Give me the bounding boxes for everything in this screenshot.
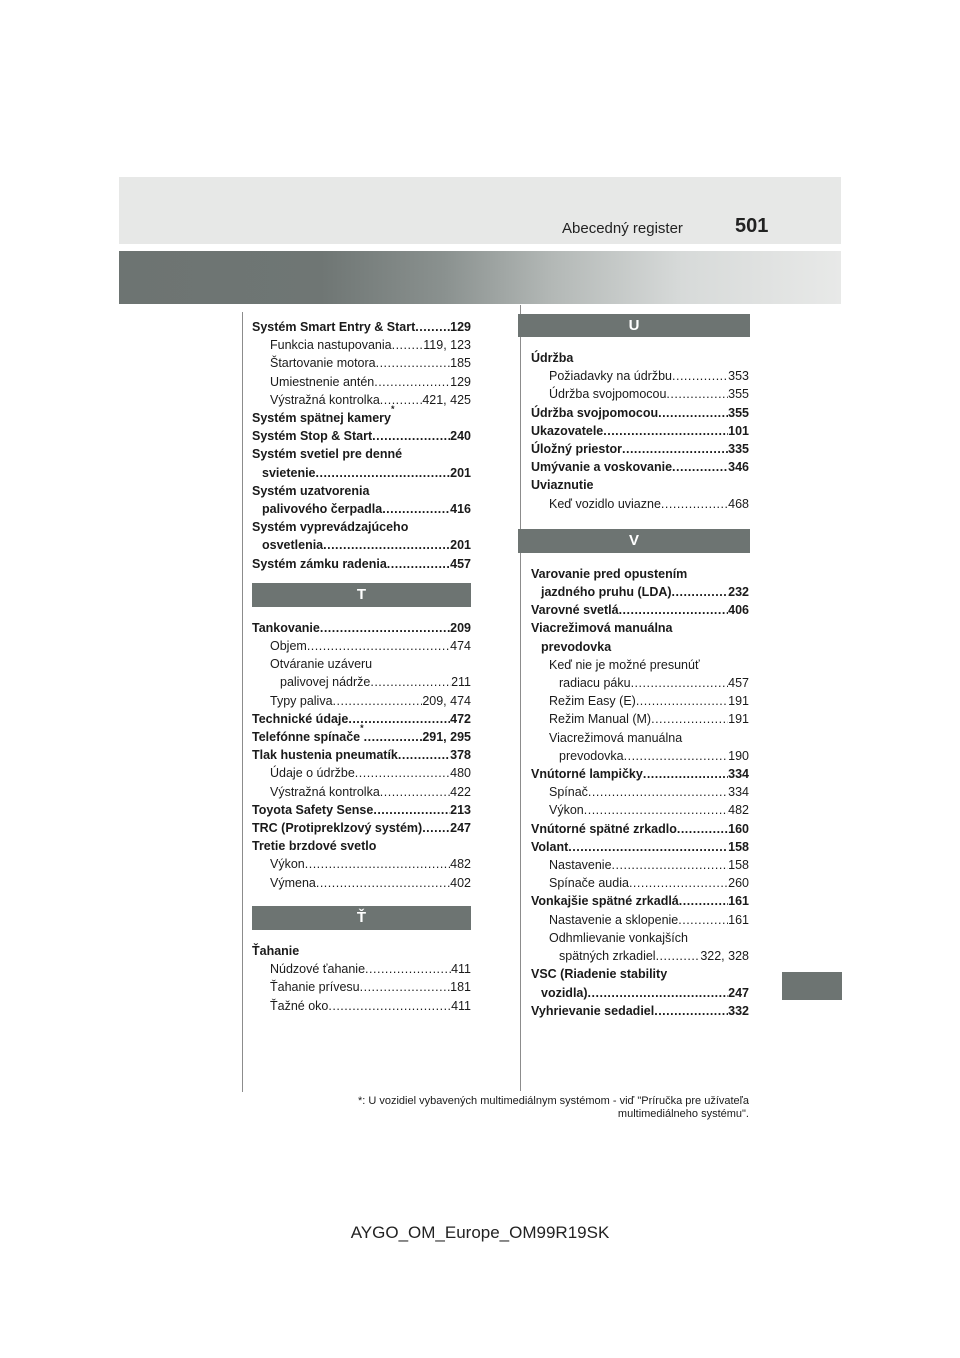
index-entry-label: Viacrežimová manuálna [549,730,683,745]
chapter-side-tab [782,972,842,1000]
index-entry [252,692,471,710]
index-entry [531,747,749,765]
index-entry-page: 185 [450,356,471,371]
section-header-u: U [518,314,750,337]
index-entry-page: 411 [451,998,471,1013]
index-entry-label: Štartovanie motora [270,356,376,371]
index-entry-label: Varovanie pred opustením [531,566,688,581]
index-entry [531,349,749,367]
index-entry-label: Výstražná kontrolka [270,784,380,799]
index-entry-label: Toyota Safety Sense [252,802,374,817]
footnote-asterisk: * [360,723,364,734]
index-entry-label: osvetlenia [262,538,324,553]
index-entry [252,318,471,336]
leader-dots [612,856,729,874]
index-entry [252,518,471,536]
index-entry-label: Systém Stop & Start [252,429,373,444]
leader-dots [398,746,450,764]
index-entry-page: 191 [728,712,749,727]
index-entry [531,692,749,710]
index-column-left [252,318,471,1015]
entry-list-s [252,318,471,573]
index-entry [531,820,749,838]
index-entry [252,960,471,978]
index-entry-label: Systém vyprevádzajúceho [252,520,409,535]
index-entry-page: 291, 295 [422,730,471,745]
index-entry-page: 402 [450,875,471,890]
index-entry-label: Úložný priestor [531,442,622,457]
index-entry-label: Systém zámku radenia [252,556,387,571]
index-entry-page: 119, 123 [423,338,471,353]
index-entry-page: 335 [728,442,749,457]
leader-dots [355,764,450,782]
index-entry-label: vozidla) [541,985,588,1000]
document-code: AYGO_OM_Europe_OM99R19SK [350,1223,610,1242]
index-entry-page: 161 [728,894,749,909]
leader-dots [380,391,423,409]
index-entry-page: 129 [450,320,471,334]
index-entry-label: Údaje o údržbe [270,766,355,781]
index-entry-label: Spínač [549,785,588,800]
index-entry-page: 457 [728,676,749,691]
index-entry [531,385,749,403]
index-entry-page: 353 [728,369,749,384]
leader-dots [320,619,450,637]
index-entry-page: 334 [728,785,749,800]
index-entry-page: 161 [728,912,749,927]
section-header-t-caron: Ť [252,906,471,930]
leader-dots [622,440,728,458]
index-entry-label: Uviaznutie [531,478,594,493]
index-entry [252,855,471,873]
index-entry [531,458,749,476]
index-entry-label: Keď vozidlo uviazne [549,496,661,511]
index-entry [531,984,749,1002]
leader-dots [603,422,728,440]
index-entry-page: 201 [450,465,471,480]
index-entry-label: Umiestnenie antén [270,374,375,389]
index-column-right [531,314,749,1020]
index-entry-label: Núdzové ťahanie [270,962,366,977]
index-entry-page: 421, 425 [422,392,471,407]
index-entry [252,942,471,960]
index-entry-page: 480 [450,766,471,781]
index-entry-label: Vnútorné spätné zrkadlo [531,821,677,836]
index-entry-label: Tankovanie [252,620,320,635]
leader-dots [365,960,451,978]
index-entry-page: 101 [728,423,749,438]
index-entry-label: Systém svetiel pre denné [252,447,403,462]
index-entry [531,801,749,819]
index-entry [531,422,749,440]
index-entry [252,555,471,573]
footnote-line-2: multimediálneho systému". [617,1108,749,1120]
index-entry-label: Keď nie je možné presunúť [549,657,700,672]
index-entry-page: 209 [450,620,471,635]
index-entry [252,404,471,427]
index-entry-label: Volant [531,839,569,854]
index-entry [531,856,749,874]
leader-dots [661,495,728,513]
index-entry [531,892,749,910]
leader-dots [678,911,728,929]
index-entry [252,427,471,445]
index-entry-label: Typy paliva [270,693,333,708]
leader-dots [629,874,728,892]
index-entry [531,440,749,458]
entry-list-t [252,619,471,892]
index-entry-page: 332 [728,1003,749,1018]
entry-list-t-caron [252,942,471,1015]
leader-dots [333,692,423,710]
index-entry [531,911,749,929]
index-entry-page: 378 [450,748,471,763]
index-entry-label: Odhmlievanie vonkajších [549,930,688,945]
index-entry-label: Systém spätnej kamery [252,411,391,426]
index-entry [252,978,471,996]
leader-dots [307,637,450,655]
leader-dots [364,728,423,746]
index-entry [531,729,749,747]
index-entry-label: Vonkajšie spätné zrkadlá [531,894,679,909]
index-entry [252,783,471,801]
index-entry [531,601,749,619]
index-entry [252,655,471,673]
index-entry-label: Systém uzatvorenia [252,483,370,498]
index-entry [252,373,471,391]
leader-dots [624,747,729,765]
leader-dots [380,783,450,801]
leader-dots [568,838,728,856]
index-entry-page: 160 [728,821,749,836]
index-entry [531,476,749,494]
index-entry-page: 158 [728,839,749,854]
index-entry [531,674,749,692]
index-entry-label: Nastavenie a sklopenie [549,912,679,927]
index-entry-page: 482 [450,857,471,872]
index-entry-page: 260 [728,876,749,891]
index-entry-label: Umývanie a voskovanie [531,460,673,475]
index-entry-label: Vnútorné lampičky [531,767,643,782]
index-entry [531,783,749,801]
index-entry [252,819,471,837]
index-entry-page: 411 [451,962,471,977]
index-entry [252,801,471,819]
leader-dots [392,336,424,354]
index-entry [252,482,471,500]
index-entry-label: palivovej nádrže [280,675,371,690]
leader-dots [672,458,728,476]
index-entry-label: VSC (Riadenie stability [531,967,668,982]
leader-dots [651,710,728,728]
leader-dots [636,692,728,710]
leader-dots [654,1002,728,1020]
index-entry-page: 482 [728,803,749,818]
index-entry-label: Otváranie uzáveru [270,657,373,672]
leader-dots [373,801,450,819]
leader-dots [316,464,451,482]
index-entry-label: TRC (Protipreklzový systém) [252,821,423,836]
leader-dots [360,978,451,996]
leader-dots [631,674,729,692]
leader-dots [370,673,451,691]
index-entry-page: 422 [450,784,471,799]
index-entry-label: Viacrežimová manuálna [531,621,673,636]
decorative-gradient-bar [119,251,841,304]
index-entry-label: Režim Easy (E) [549,694,636,709]
index-entry [252,746,471,764]
index-entry [252,464,471,482]
index-entry [252,619,471,637]
index-entry-label: Režim Manual (M) [549,712,652,727]
footnote-line-1: *: U vozidiel vybavených multimediálnym systémom - viď "Príručka pre užívateľa [357,1095,749,1107]
index-entry-page: 181 [450,980,471,995]
index-entry-label: spätných zrkadiel [559,949,656,964]
index-entry-label: Technické údaje [252,711,349,726]
index-entry-label: Údržba [531,351,574,365]
index-entry-page: 355 [728,405,749,420]
leader-dots [372,427,450,445]
leader-dots [658,404,728,422]
section-header-t: T [252,583,471,607]
index-entry-label: Požiadavky na údržbu [549,369,672,384]
index-entry-label: Spínače audia [549,876,629,891]
index-entry [531,947,749,965]
index-entry-label: Ťahanie [252,943,300,958]
index-entry-label: Objem [270,639,307,654]
index-entry-label: Varovné svetlá [531,603,619,618]
index-entry-page: 457 [450,556,471,571]
index-entry-label: Ťahanie prívesu [270,980,360,995]
index-entry [252,445,471,463]
index-entry-page: 247 [450,821,471,836]
index-entry-label: prevodovka [541,639,612,654]
leader-dots [656,947,701,965]
index-entry [531,838,749,856]
index-entry [252,764,471,782]
entry-list-v [531,565,749,1020]
index-entry-label: Výmena [270,875,316,890]
leader-dots [588,783,728,801]
leader-dots [305,855,450,873]
index-entry [252,997,471,1015]
index-entry [252,874,471,892]
running-header-title: Abecedný register [562,220,683,237]
index-entry-page: 474 [450,639,471,654]
leader-dots [677,820,728,838]
index-entry-page: 472 [450,711,471,726]
index-entry [531,565,749,583]
index-entry-page: 190 [728,748,749,763]
index-entry-label: Údržba svojpomocou [531,405,659,420]
index-entry-page: 211 [451,675,471,690]
index-entry [531,583,749,601]
index-entry-label: Ukazovatele [531,423,604,438]
leader-dots [679,892,728,910]
index-entry [531,619,749,637]
footnote-asterisk: * [390,404,395,415]
index-entry [252,837,471,855]
index-entry [531,367,749,385]
index-entry-label: Funkcia nastupovania [270,338,392,353]
index-entry [252,637,471,655]
section-header-v: V [518,529,750,553]
index-entry [252,723,471,746]
index-entry-label: prevodovka [559,748,624,763]
index-entry-page: 240 [450,429,471,444]
leader-dots [316,874,450,892]
leader-dots [672,367,728,385]
index-entry-label: jazdného pruhu (LDA) [541,585,672,600]
index-entry-page: 247 [728,985,749,1000]
header-band [119,177,841,244]
index-entry-label: Výstražná kontrolka [270,392,380,407]
leader-dots [422,819,450,837]
center-column-rule [520,305,521,1091]
left-column-rule [242,312,243,1092]
index-entry [531,965,749,983]
leader-dots [376,354,451,372]
leader-dots [382,500,450,518]
index-entry-page: 232 [728,585,749,600]
leader-dots [666,385,728,403]
index-entry [531,874,749,892]
leader-dots [643,765,728,783]
entry-list-u [531,349,749,513]
index-entry [531,638,749,656]
index-entry [252,336,471,354]
index-entry [531,929,749,947]
index-entry [252,673,471,691]
index-entry [531,495,749,513]
index-entry-label: Údržba svojpomocou [549,387,667,402]
leader-dots [672,583,729,601]
index-entry [531,765,749,783]
index-entry-label: Vyhrievanie sedadiel [531,1003,655,1018]
index-entry-page: 129 [450,374,471,389]
leader-dots [328,997,451,1015]
index-entry-label: Tlak hustenia pneumatík [252,748,398,763]
index-entry-label: Telefónne spínače [252,730,361,745]
index-entry [252,391,471,409]
index-entry [531,656,749,674]
index-entry-label: Výkon [270,857,305,872]
index-entry [531,1002,749,1020]
leader-dots [387,555,450,573]
index-entry-page: 468 [728,496,749,511]
index-entry-page: 355 [728,387,749,402]
leader-dots [374,373,450,391]
index-entry-page: 213 [450,802,471,817]
index-entry-page: 191 [728,694,749,709]
leader-dots [415,318,450,336]
index-entry-label: Nastavenie [549,858,612,873]
index-entry-page: 346 [728,460,749,475]
leader-dots [619,601,729,619]
index-entry-label: radiacu páku [559,676,631,691]
index-entry [252,354,471,372]
index-entry [252,536,471,554]
footnote [269,1095,749,1121]
leader-dots [588,984,729,1002]
index-entry-page: 406 [728,603,749,618]
index-entry-page: 322, 328 [700,949,749,964]
index-entry-label: Výkon [549,803,584,818]
index-entry-label: Ťažné oko [270,998,329,1013]
index-entry [531,404,749,422]
leader-dots [584,801,728,819]
index-entry-label: palivového čerpadla [262,502,383,517]
index-entry-page: 158 [728,858,749,873]
index-entry-label: svietenie [262,465,316,480]
index-entry-page: 334 [728,767,749,782]
index-entry-page: 201 [450,538,471,553]
index-entry-page: 209, 474 [422,693,471,708]
leader-dots [323,536,450,554]
index-entry-label: Tretie brzdové svetlo [252,839,377,854]
index-entry [252,500,471,518]
index-entry-page: 416 [450,502,471,517]
index-entry [531,710,749,728]
index-entry-label: Systém Smart Entry & Start [252,320,416,334]
page-number: 501 [735,215,769,237]
